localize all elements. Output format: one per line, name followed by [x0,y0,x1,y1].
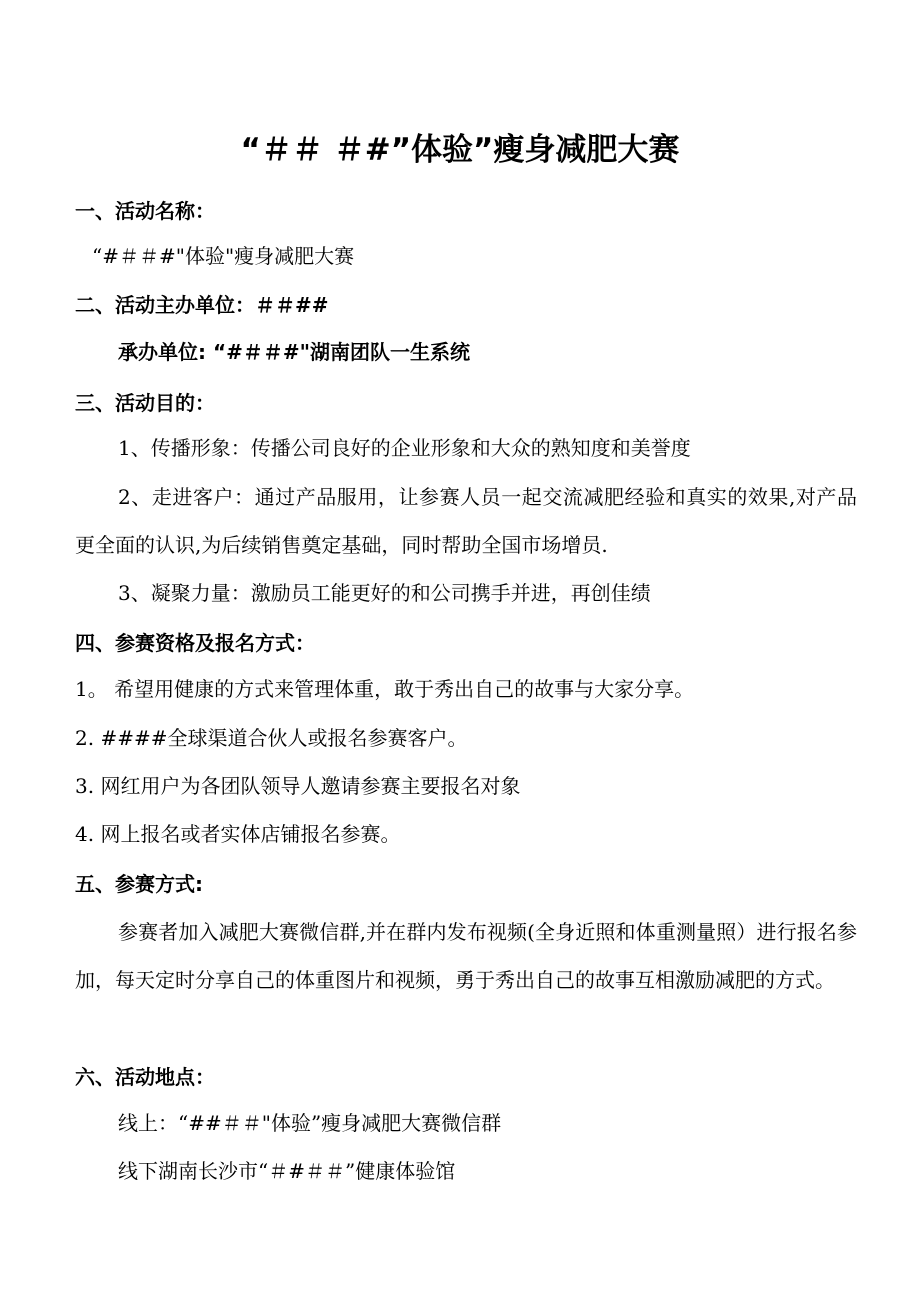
purpose-item-1: 1、传播形象：传播公司良好的企业形象和大众的熟知度和美誉度 [118,436,691,460]
eligibility-item-1: 1。 希望用健康的方式来管理体重，敢于秀出自己的故事与大家分享。 [75,677,695,701]
section-heading-name: 一、活动名称： [75,199,215,223]
co-organizer-text: 承办单位: “#＃＃#"湖南团队一生系统 [118,340,471,364]
document-title: “＃＃ ＃#”体验”瘦身减肥大赛 [240,132,680,168]
section-heading-location: 六、活动地点： [75,1065,215,1089]
activity-name-text: “#＃＃#"体验"瘦身减肥大赛 [92,244,355,268]
purpose-item-3: 3、凝聚力量：激励员工能更好的和公司携手并进，再创佳绩 [118,581,651,605]
eligibility-item-2: 2. ####全球渠道合伙人或报名参赛客户。 [75,726,468,750]
eligibility-item-3: 3. 网红用户为各团队领导人邀请参赛主要报名对象 [75,774,521,798]
location-offline: 线下湖南长沙市“＃#＃＃”健康体验馆 [118,1159,456,1183]
location-online: 线上：“##＃＃"体验”瘦身减肥大赛微信群 [118,1111,502,1135]
section-heading-eligibility: 四、参赛资格及报名方式： [75,631,315,655]
section-heading-purpose: 三、活动目的： [75,391,215,415]
eligibility-item-4: 4. 网上报名或者实体店铺报名参赛。 [75,822,401,846]
purpose-item-2: 2、走进客户：通过产品服用，让参赛人员一起交流减肥经验和真实的效果,对产品更全面的认识,为后续销售奠定基础，同时帮助全国市场增员. [75,485,857,557]
method-text: 参赛者加入减肥大赛微信群,并在群内发布视频(全身近照和体重测量照）进行报名参加，每天定时分享自己的体重图片和视频，勇于秀出自己的故事互相激励减肥的方式。 [75,920,857,992]
section-heading-method: 五、参赛方式: [75,872,203,896]
section-heading-organizer: 二、活动主办单位：＃＃## [75,293,329,317]
